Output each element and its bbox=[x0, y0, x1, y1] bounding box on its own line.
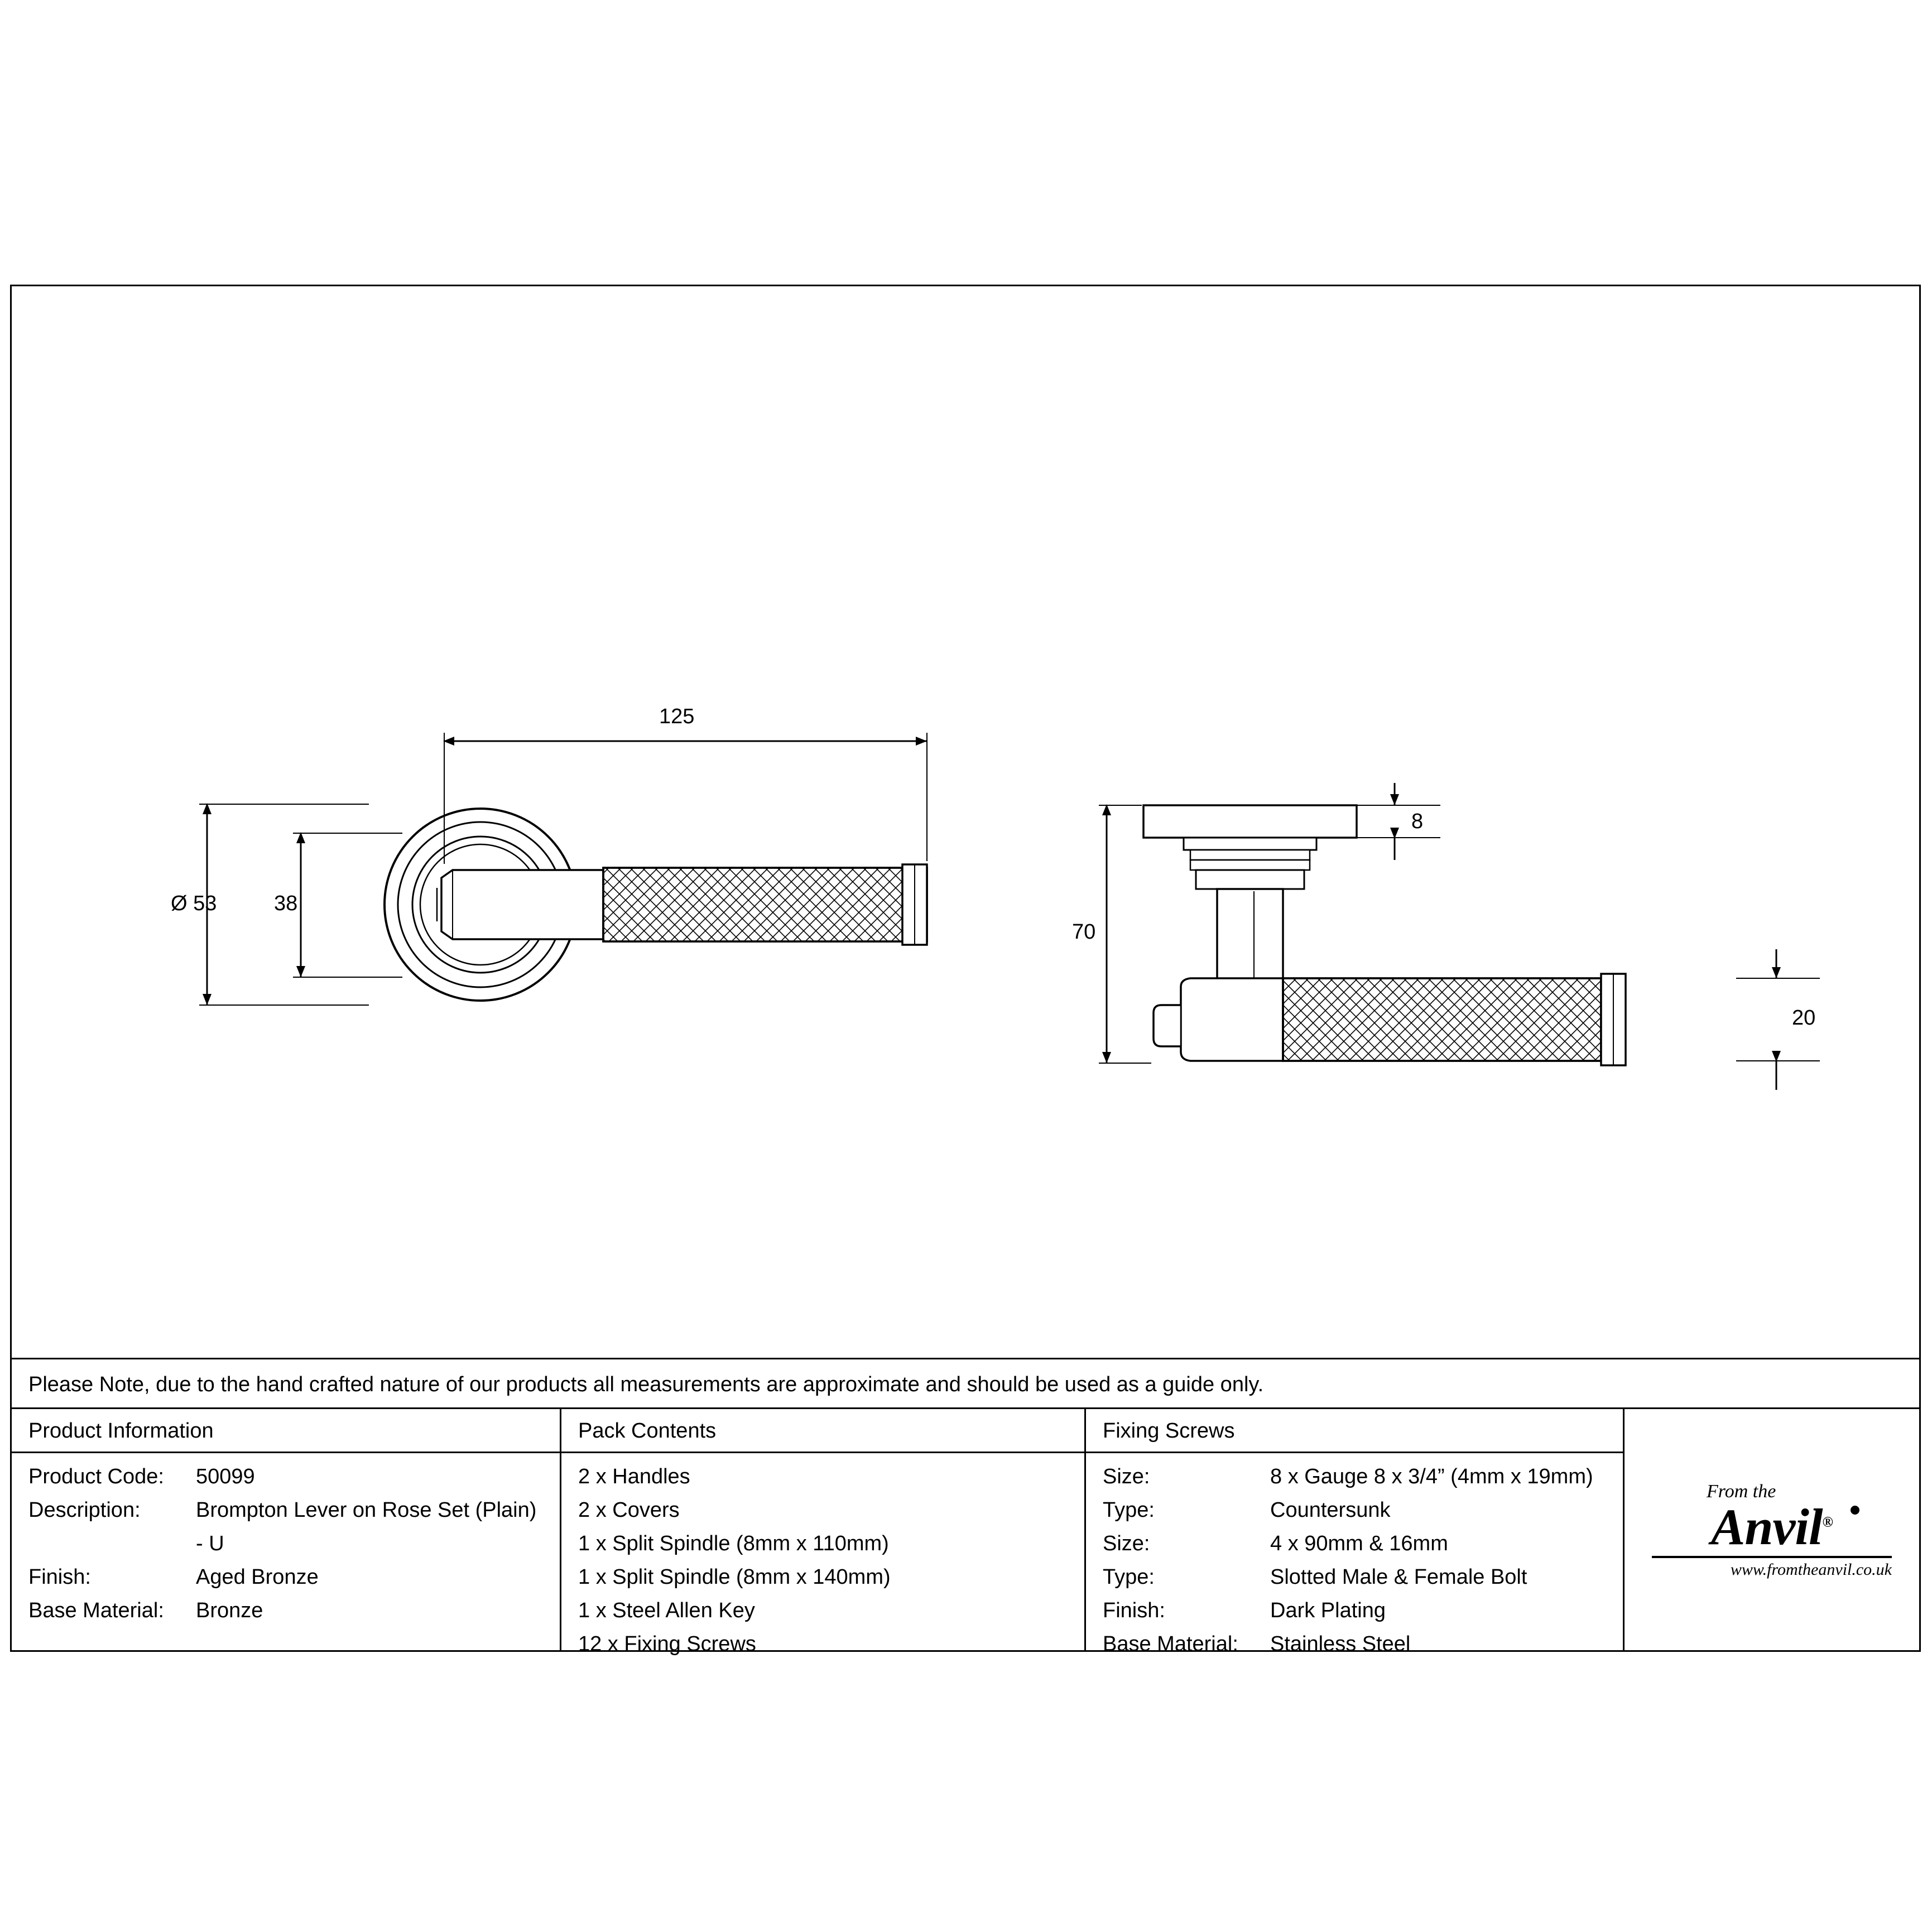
pack-item: 2 x Covers bbox=[578, 1498, 680, 1522]
drawing-sheet bbox=[10, 285, 1921, 1656]
pack-contents-column bbox=[561, 1409, 1086, 1656]
divider bbox=[561, 1452, 1084, 1453]
technical-drawing-area bbox=[12, 286, 1919, 1358]
measurement-note-row bbox=[12, 1358, 1919, 1409]
dim-rose-diameter: Ø 53 bbox=[171, 892, 217, 915]
pack-item: 1 x Split Spindle (8mm x 110mm) bbox=[578, 1532, 889, 1555]
base-material-value: Bronze bbox=[196, 1599, 263, 1622]
drawing-svg bbox=[12, 286, 1919, 1358]
dim-front-length: 125 bbox=[659, 705, 695, 728]
description-label: Description: bbox=[28, 1498, 141, 1522]
base-material-label: Base Material: bbox=[28, 1599, 164, 1622]
brand-logo bbox=[1625, 1409, 1919, 1652]
description-value-cont: - U bbox=[196, 1532, 224, 1555]
divider bbox=[1086, 1452, 1623, 1453]
description-value: Brompton Lever on Rose Set (Plain) bbox=[196, 1498, 537, 1522]
front-view bbox=[199, 733, 927, 1005]
pack-item: 1 x Steel Allen Key bbox=[578, 1599, 755, 1622]
dim-rose-depth: 8 bbox=[1411, 810, 1424, 833]
pack-item: 1 x Split Spindle (8mm x 140mm) bbox=[578, 1565, 891, 1589]
fixing-size-label: Size: bbox=[1103, 1465, 1150, 1488]
product-code-value: 50099 bbox=[196, 1465, 255, 1488]
fixing-base-material-label: Base Material: bbox=[1103, 1632, 1238, 1656]
finish-label: Finish: bbox=[28, 1565, 91, 1589]
fixing-type-value: Countersunk bbox=[1270, 1498, 1391, 1522]
product-information-heading: Product Information bbox=[28, 1419, 214, 1443]
fixing-size2-value: 4 x 90mm & 16mm bbox=[1270, 1532, 1448, 1555]
dim-rose-inner: 38 bbox=[274, 892, 298, 915]
logo-anvil-word: Anvil bbox=[1711, 1498, 1823, 1555]
logo-rule bbox=[1652, 1556, 1892, 1558]
logo-dot-icon bbox=[1851, 1506, 1859, 1515]
fixing-base-material-value: Stainless Steel bbox=[1270, 1632, 1411, 1656]
product-code-label: Product Code: bbox=[28, 1465, 164, 1488]
fixing-type-label: Type: bbox=[1103, 1498, 1155, 1522]
fixing-finish-value: Dark Plating bbox=[1270, 1599, 1386, 1622]
side-view bbox=[1099, 783, 1820, 1090]
fixing-size-value: 8 x Gauge 8 x 3/4” (4mm x 19mm) bbox=[1270, 1465, 1593, 1488]
fixing-type2-value: Slotted Male & Female Bolt bbox=[1270, 1565, 1527, 1589]
measurement-note-text: Please Note, due to the hand crafted nature of our products all measurements are approximate and should be used as a guide only. bbox=[28, 1373, 1264, 1396]
product-information-column bbox=[12, 1409, 561, 1652]
finish-value: Aged Bronze bbox=[196, 1565, 319, 1589]
logo-from-the-text: From the bbox=[1707, 1481, 1776, 1502]
fixing-finish-label: Finish: bbox=[1103, 1599, 1165, 1622]
pack-contents-heading: Pack Contents bbox=[578, 1419, 717, 1443]
logo-url-text: www.fromtheanvil.co.uk bbox=[1730, 1560, 1892, 1579]
fixing-type2-label: Type: bbox=[1103, 1565, 1155, 1589]
fixing-screws-heading: Fixing Screws bbox=[1103, 1419, 1235, 1443]
fixing-screws-column bbox=[1086, 1409, 1625, 1656]
dim-lever-depth: 20 bbox=[1792, 1006, 1816, 1030]
logo-registered-mark: ® bbox=[1822, 1513, 1833, 1530]
divider bbox=[12, 1452, 560, 1453]
logo-anvil-text bbox=[1652, 1498, 1892, 1555]
dim-side-height: 70 bbox=[1072, 920, 1096, 944]
fixing-size2-label: Size: bbox=[1103, 1532, 1150, 1555]
pack-item: 12 x Fixing Screws bbox=[578, 1632, 756, 1656]
pack-item: 2 x Handles bbox=[578, 1465, 690, 1488]
info-table bbox=[12, 1409, 1919, 1656]
